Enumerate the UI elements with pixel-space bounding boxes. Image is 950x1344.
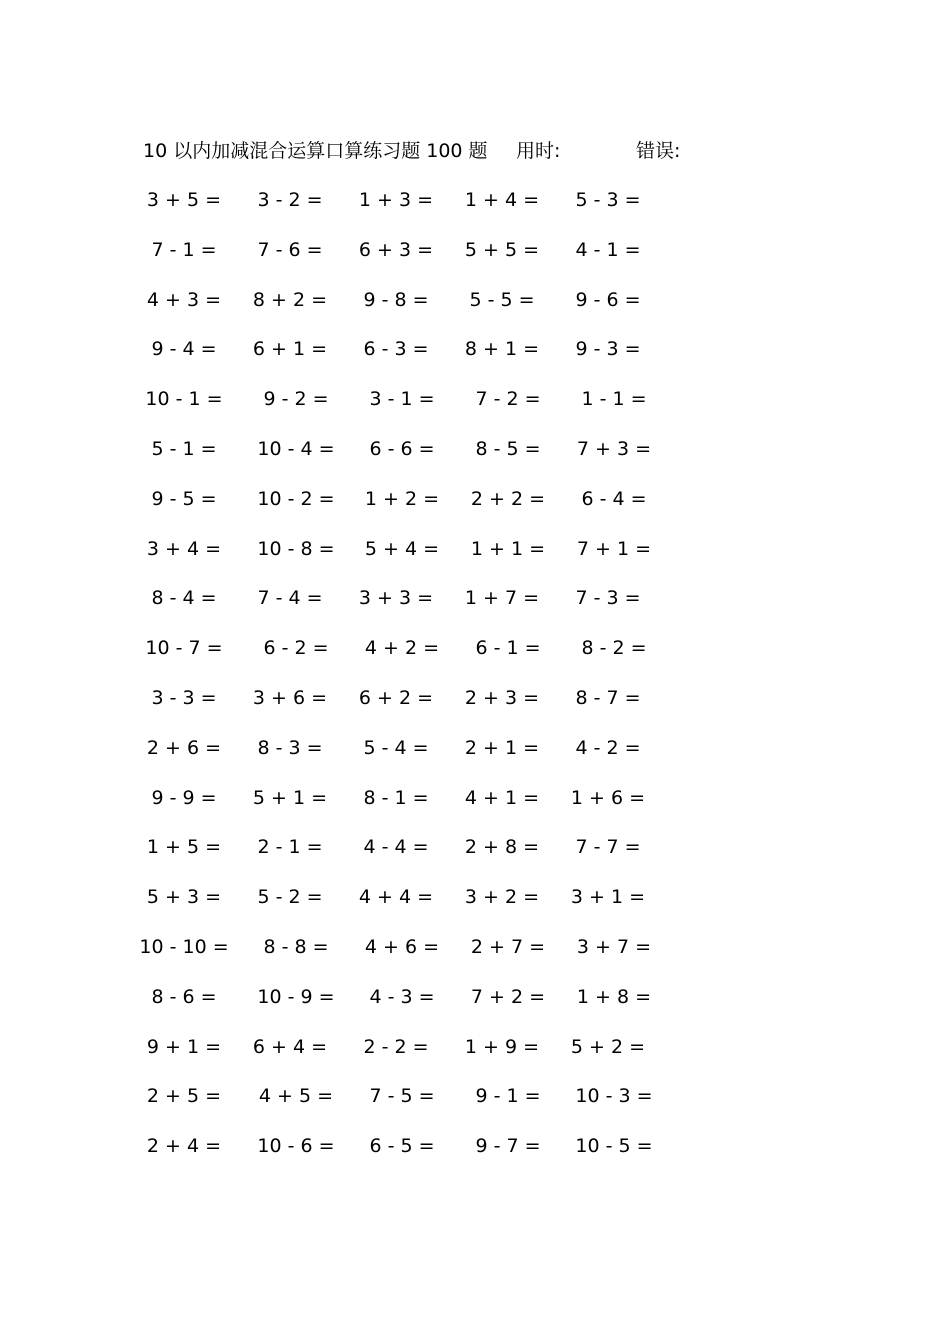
arithmetic-problem: 1 + 8 = xyxy=(576,985,652,1008)
arithmetic-problem: 3 + 6 = xyxy=(252,686,328,709)
problem-row xyxy=(0,880,950,930)
arithmetic-problem: 10 - 1 = xyxy=(145,388,223,411)
arithmetic-problem: 7 - 1 = xyxy=(151,238,217,261)
arithmetic-problem: 6 + 4 = xyxy=(252,1035,328,1058)
arithmetic-problem: 2 + 3 = xyxy=(464,686,540,709)
arithmetic-problem: 9 - 8 = xyxy=(363,288,429,311)
arithmetic-problem: 10 - 7 = xyxy=(145,637,223,660)
arithmetic-problem: 5 + 1 = xyxy=(252,786,328,809)
arithmetic-problem: 7 - 7 = xyxy=(575,836,641,859)
arithmetic-problem: 3 - 1 = xyxy=(369,388,435,411)
arithmetic-problem: 9 - 1 = xyxy=(475,1085,541,1108)
arithmetic-problem: 5 + 2 = xyxy=(570,1035,646,1058)
problem-row xyxy=(0,482,950,532)
problem-row xyxy=(0,233,950,283)
worksheet-header xyxy=(143,136,743,166)
arithmetic-problem: 9 - 6 = xyxy=(575,288,641,311)
problem-row xyxy=(0,980,950,1030)
arithmetic-problem: 10 - 3 = xyxy=(575,1085,653,1108)
arithmetic-problem: 9 - 9 = xyxy=(151,786,217,809)
time-used-label: 用时: xyxy=(516,140,561,162)
arithmetic-problem: 1 + 7 = xyxy=(464,587,540,610)
arithmetic-problem: 7 - 4 = xyxy=(257,587,323,610)
problem-row xyxy=(0,681,950,731)
arithmetic-problem: 2 - 2 = xyxy=(363,1035,429,1058)
arithmetic-problem: 8 + 1 = xyxy=(464,338,540,361)
arithmetic-problem: 1 + 3 = xyxy=(358,189,434,211)
arithmetic-problem: 6 - 1 = xyxy=(475,637,541,660)
arithmetic-problem: 5 - 2 = xyxy=(257,886,323,909)
worksheet-title: 10 以内加减混合运算口算练习题 100 题 xyxy=(143,140,488,162)
arithmetic-problem: 4 - 1 = xyxy=(575,238,641,261)
arithmetic-problem: 9 - 5 = xyxy=(151,487,217,510)
problem-row xyxy=(0,283,950,333)
arithmetic-problem: 7 + 1 = xyxy=(576,537,652,560)
problem-row xyxy=(0,532,950,582)
arithmetic-problem: 5 + 5 = xyxy=(464,238,540,261)
arithmetic-problem: 5 + 4 = xyxy=(364,537,440,560)
arithmetic-problem: 2 + 4 = xyxy=(146,1135,222,1158)
arithmetic-problem: 6 - 6 = xyxy=(369,437,435,460)
arithmetic-problem: 7 - 3 = xyxy=(575,587,641,610)
problem-row xyxy=(0,432,950,482)
arithmetic-problem: 4 - 2 = xyxy=(575,736,641,759)
arithmetic-problem: 4 + 6 = xyxy=(364,935,440,958)
arithmetic-problem: 5 - 3 = xyxy=(575,189,641,211)
arithmetic-problem: 10 - 2 = xyxy=(257,487,335,510)
problem-row xyxy=(0,332,950,382)
arithmetic-problem: 10 - 5 = xyxy=(575,1135,653,1158)
problem-row xyxy=(0,1030,950,1080)
arithmetic-problem: 7 - 2 = xyxy=(475,388,541,411)
arithmetic-problem: 10 - 4 = xyxy=(257,437,335,460)
arithmetic-problem: 1 + 5 = xyxy=(146,836,222,859)
arithmetic-problem: 3 + 2 = xyxy=(464,886,540,909)
arithmetic-problem: 8 - 1 = xyxy=(363,786,429,809)
arithmetic-problem: 1 + 4 = xyxy=(464,189,540,211)
arithmetic-problem: 6 - 3 = xyxy=(363,338,429,361)
arithmetic-problem: 3 + 5 = xyxy=(146,189,222,211)
problem-row xyxy=(0,382,950,432)
arithmetic-problem: 8 + 2 = xyxy=(252,288,328,311)
arithmetic-problem: 4 + 1 = xyxy=(464,786,540,809)
arithmetic-problem: 3 - 3 = xyxy=(151,686,217,709)
arithmetic-problem: 3 + 7 = xyxy=(576,935,652,958)
arithmetic-problem: 6 - 5 = xyxy=(369,1135,435,1158)
arithmetic-problem: 9 - 2 = xyxy=(263,388,329,411)
problem-row xyxy=(0,781,950,831)
arithmetic-problem: 6 + 3 = xyxy=(358,238,434,261)
arithmetic-problem: 1 + 2 = xyxy=(364,487,440,510)
arithmetic-problem: 2 + 6 = xyxy=(146,736,222,759)
arithmetic-problem: 6 + 2 = xyxy=(358,686,434,709)
arithmetic-problem: 4 + 5 = xyxy=(258,1085,334,1108)
problem-row xyxy=(0,731,950,781)
problem-grid xyxy=(0,183,950,1179)
arithmetic-problem: 6 - 4 = xyxy=(581,487,647,510)
arithmetic-problem: 8 - 2 = xyxy=(581,637,647,660)
arithmetic-problem: 8 - 6 = xyxy=(151,985,217,1008)
arithmetic-problem: 6 - 2 = xyxy=(263,637,329,660)
arithmetic-problem: 7 + 3 = xyxy=(576,437,652,460)
arithmetic-problem: 1 - 1 = xyxy=(581,388,647,411)
arithmetic-problem: 5 - 5 = xyxy=(469,288,535,311)
problem-row xyxy=(0,581,950,631)
arithmetic-problem: 2 + 7 = xyxy=(470,935,546,958)
arithmetic-problem: 1 + 1 = xyxy=(470,537,546,560)
arithmetic-problem: 10 - 6 = xyxy=(257,1135,335,1158)
arithmetic-problem: 4 - 4 = xyxy=(363,836,429,859)
arithmetic-problem: 10 - 10 = xyxy=(139,935,229,958)
problem-row xyxy=(0,183,950,233)
arithmetic-problem: 10 - 8 = xyxy=(257,537,335,560)
arithmetic-problem: 6 + 1 = xyxy=(252,338,328,361)
problem-row xyxy=(0,631,950,681)
problem-row xyxy=(0,1129,950,1179)
arithmetic-problem: 3 + 4 = xyxy=(146,537,222,560)
arithmetic-problem: 2 + 5 = xyxy=(146,1085,222,1108)
arithmetic-problem: 8 - 4 = xyxy=(151,587,217,610)
arithmetic-problem: 2 + 2 = xyxy=(470,487,546,510)
arithmetic-problem: 9 + 1 = xyxy=(146,1035,222,1058)
arithmetic-problem: 5 - 1 = xyxy=(151,437,217,460)
arithmetic-problem: 9 - 3 = xyxy=(575,338,641,361)
problem-row xyxy=(0,1079,950,1129)
arithmetic-problem: 7 + 2 = xyxy=(470,985,546,1008)
arithmetic-problem: 1 + 9 = xyxy=(464,1035,540,1058)
problem-row xyxy=(0,830,950,880)
arithmetic-problem: 4 - 3 = xyxy=(369,985,435,1008)
arithmetic-problem: 8 - 3 = xyxy=(257,736,323,759)
arithmetic-problem: 3 - 2 = xyxy=(257,189,323,211)
arithmetic-problem: 10 - 9 = xyxy=(257,985,335,1008)
arithmetic-problem: 9 - 4 = xyxy=(151,338,217,361)
arithmetic-problem: 2 + 1 = xyxy=(464,736,540,759)
arithmetic-problem: 8 - 7 = xyxy=(575,686,641,709)
arithmetic-problem: 9 - 7 = xyxy=(475,1135,541,1158)
arithmetic-problem: 2 - 1 = xyxy=(257,836,323,859)
arithmetic-problem: 5 - 4 = xyxy=(363,736,429,759)
arithmetic-problem: 5 + 3 = xyxy=(146,886,222,909)
arithmetic-problem: 2 + 8 = xyxy=(464,836,540,859)
arithmetic-problem: 4 + 2 = xyxy=(364,637,440,660)
arithmetic-problem: 8 - 5 = xyxy=(475,437,541,460)
errors-label: 错误: xyxy=(636,140,681,162)
arithmetic-problem: 7 - 6 = xyxy=(257,238,323,261)
arithmetic-problem: 3 + 1 = xyxy=(570,886,646,909)
arithmetic-problem: 4 + 4 = xyxy=(358,886,434,909)
arithmetic-problem: 1 + 6 = xyxy=(570,786,646,809)
arithmetic-problem: 4 + 3 = xyxy=(146,288,222,311)
arithmetic-problem: 7 - 5 = xyxy=(369,1085,435,1108)
problem-row xyxy=(0,930,950,980)
arithmetic-problem: 8 - 8 = xyxy=(263,935,329,958)
arithmetic-problem: 3 + 3 = xyxy=(358,587,434,610)
